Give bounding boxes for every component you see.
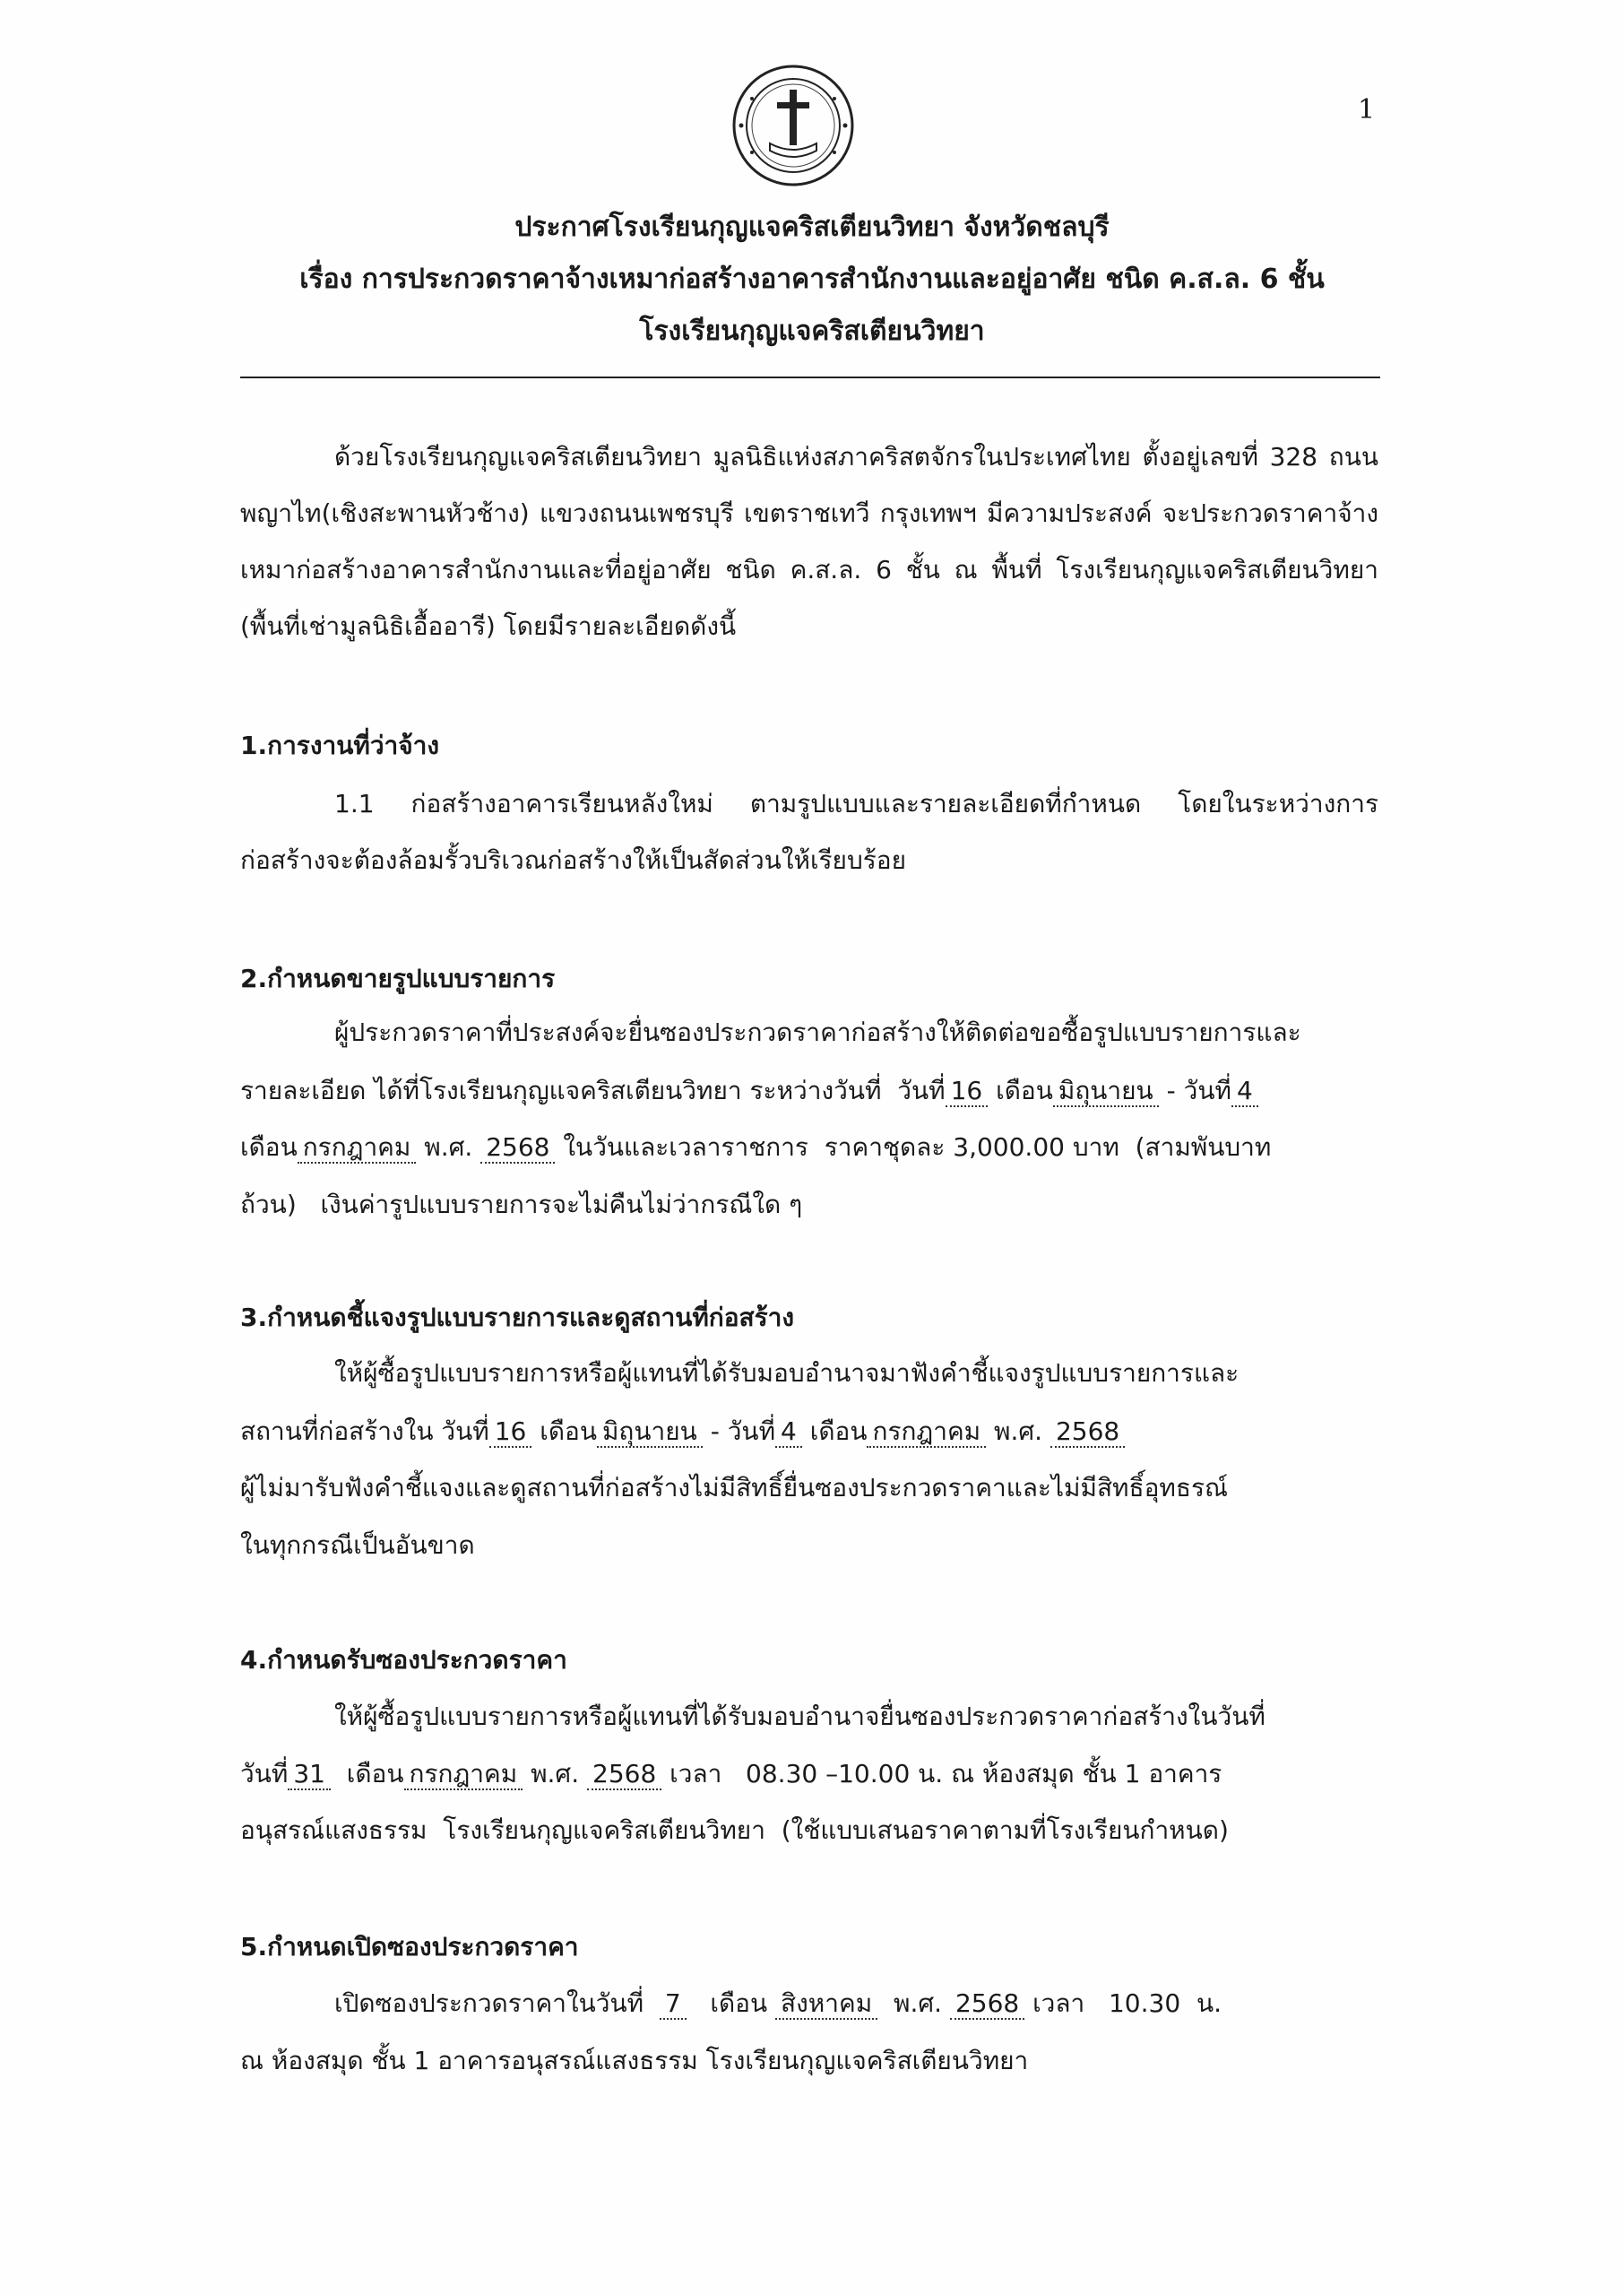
section-3-title: 3.กำหนดชี้แจงรูปแบบรายการและดูสถานที่ก่อสร้าง bbox=[240, 1303, 795, 1332]
section-4-line-2b: เวลา 08.30 –10.00 น. ณ ห้องสมุด ชั้น 1 อาคาร bbox=[661, 1759, 1222, 1788]
section-3-line-1: ให้ผู้ซื้อรูปแบบรายการหรือผู้แทนที่ได้รับมอบอำนาจมาฟังคำชี้แจงรูปแบบรายการและ bbox=[334, 1358, 1240, 1388]
section-2-line-2 bbox=[240, 1071, 1258, 1111]
section-2-line-1: ผู้ประกวดราคาที่ประสงค์จะยื่นซองประกวดราคาก่อสร้างให้ติดต่อขอซื้อรูปแบบรายการและ bbox=[334, 1018, 1301, 1047]
section-4-year: 2568 bbox=[587, 1759, 661, 1790]
section-4-line-3: อนุสรณ์แสงธรรม โรงเรียนกุญแจคริสเตียนวิทยา (ใช้แบบเสนอราคาตามที่โรงเรียนกำหนด) bbox=[240, 1815, 1229, 1845]
section-4-be-word: พ.ศ. bbox=[531, 1759, 580, 1788]
section-3-line-3: ผู้ไม่มารับฟังคำชี้แจงและดูสถานที่ก่อสร้างไม่มีสิทธิ์ยื่นซองประกวดราคาและไม่มีสิทธิ์อุทธรณ์ bbox=[240, 1473, 1228, 1503]
section-4-line-2 bbox=[240, 1754, 1222, 1794]
section-4-line-1: ให้ผู้ซื้อรูปแบบรายการหรือผู้แทนที่ได้รับมอบอำนาจยื่นซองประกวดราคาก่อสร้างในวันที่ bbox=[334, 1702, 1266, 1731]
section-4-title: 4.กำหนดรับซองประกวดราคา bbox=[240, 1645, 567, 1675]
section-2-title: 2.กำหนดขายรูปแบบรายการ bbox=[240, 964, 556, 993]
section-2-line-2a: รายละเอียด ได้ที่โรงเรียนกุญแจคริสเตียนวิทยา ระหว่างวันที่ วันที่ bbox=[240, 1076, 946, 1105]
section-2-be-word: พ.ศ. bbox=[424, 1132, 473, 1162]
section-3-end-month: กรกฎาคม bbox=[867, 1416, 986, 1448]
section-1-title: 1.การงานที่ว่าจ้าง bbox=[240, 731, 440, 760]
document-header bbox=[0, 202, 1624, 358]
section-3-dash: - วันที่ bbox=[702, 1416, 776, 1446]
section-2-line-2b: - วันที่ bbox=[1158, 1076, 1231, 1105]
header-line-2: เรื่อง การประกวดราคาจ้างเหมาก่อสร้างอาคารสำนักงานและอยู่อาศัย ชนิด ค.ส.ล. 6 ชั้น bbox=[299, 264, 1325, 295]
section-2-end-day: 4 bbox=[1231, 1076, 1258, 1107]
section-5-month-word: เดือน bbox=[710, 1988, 768, 2018]
section-3-year: 2568 bbox=[1050, 1416, 1125, 1448]
section-2-line-3 bbox=[240, 1128, 1271, 1167]
section-3-start-month: มิถุนายน bbox=[597, 1416, 703, 1448]
section-3-line-2 bbox=[240, 1412, 1125, 1451]
section-2-month-word-2: เดือน bbox=[240, 1132, 298, 1162]
section-5-day: 7 bbox=[660, 1988, 687, 2020]
section-5-line-1a: เปิดซองประกวดราคาในวันที่ bbox=[334, 1988, 644, 2018]
section-4-month-word: เดือน bbox=[346, 1759, 404, 1788]
school-seal-logo bbox=[730, 63, 856, 188]
section-4-month: กรกฎาคม bbox=[404, 1759, 523, 1790]
section-2-year: 2568 bbox=[480, 1132, 555, 1164]
section-2-start-day: 16 bbox=[946, 1076, 989, 1107]
intro-paragraph: ด้วยโรงเรียนกุญแจคริสเตียนวิทยา มูลนิธิแห่งสภาคริสตจักรในประเทศไทย ตั้งอยู่เลขที่ 328 ถนนพญาไท(เชิงสะพานหัวช้าง) แขวงถนนเพชรบุรี เขตราชเทวี กรุงเทพฯ มีความประสงค์ จะประกวดราคาจ้างเหมาก่อสร้างอาคารสำนักงานและที่อยู่อาศัย ชนิด ค.ส.ล. 6 ชั้น ณ พื้นที่ โรงเรียนกุญแจคริสเตียนวิทยา (พื้นที่เช่ามูลนิธิเอื้ออารี) โดยมีรายละเอียดดังนี้ bbox=[240, 442, 1378, 641]
section-3-line-2a: สถานที่ก่อสร้างใน วันที่ bbox=[240, 1416, 489, 1446]
header-divider bbox=[240, 377, 1380, 378]
section-1-body: 1.1 ก่อสร้างอาคารเรียนหลังใหม่ ตามรูปแบบและรายละเอียดที่กำหนด โดยในระหว่างการ ก่อสร้างจะต้องล้อมรั้วบริเวณก่อสร้างให้เป็นสัดส่วนให้เรียบร้อย bbox=[240, 789, 1378, 875]
section-2-month-word-1: เดือน bbox=[996, 1076, 1053, 1105]
section-5-month: สิงหาคม bbox=[775, 1988, 877, 2020]
section-4-day: 31 bbox=[288, 1759, 331, 1790]
section-5-be-word: พ.ศ. bbox=[894, 1988, 943, 2018]
section-4-line-2a: วันที่ bbox=[240, 1759, 289, 1788]
section-5-line-1 bbox=[334, 1984, 1222, 2023]
section-5-title: 5.กำหนดเปิดซองประกวดราคา bbox=[240, 1932, 579, 1962]
section-3-end-day: 4 bbox=[775, 1416, 802, 1448]
section-5-line-1b: เวลา 10.30 น. bbox=[1024, 1988, 1222, 2018]
section-3-line-4: ในทุกกรณีเป็นอันขาด bbox=[240, 1530, 475, 1560]
section-3-month-word-1: เดือน bbox=[540, 1416, 597, 1446]
section-2-line-4: ถ้วน) เงินค่ารูปแบบรายการจะไม่คืนไม่ว่ากรณีใด ๆ bbox=[240, 1190, 803, 1219]
section-5-line-2: ณ ห้องสมุด ชั้น 1 อาคารอนุสรณ์แสงธรรม โรงเรียนกุญแจคริสเตียนวิทยา bbox=[240, 2046, 1029, 2075]
section-2-end-month: กรกฎาคม bbox=[298, 1132, 417, 1164]
section-3-month-word-2: เดือน bbox=[809, 1416, 868, 1446]
section-2-start-month: มิถุนายน bbox=[1053, 1076, 1159, 1107]
section-3-start-day: 16 bbox=[489, 1416, 532, 1448]
page-number: 1 bbox=[1358, 94, 1376, 126]
section-3-be-word: พ.ศ. bbox=[994, 1416, 1043, 1446]
section-5-year: 2568 bbox=[950, 1988, 1024, 2020]
section-2-line-3b: ในวันและเวลาราชการ ราคาชุดละ 3,000.00 บาท (สามพันบาท bbox=[555, 1132, 1272, 1162]
header-line-3: โรงเรียนกุญแจคริสเตียนวิทยา bbox=[639, 316, 985, 347]
header-line-1: ประกาศโรงเรียนกุญแจคริสเตียนวิทยา จังหวัดชลบุรี bbox=[514, 212, 1110, 243]
